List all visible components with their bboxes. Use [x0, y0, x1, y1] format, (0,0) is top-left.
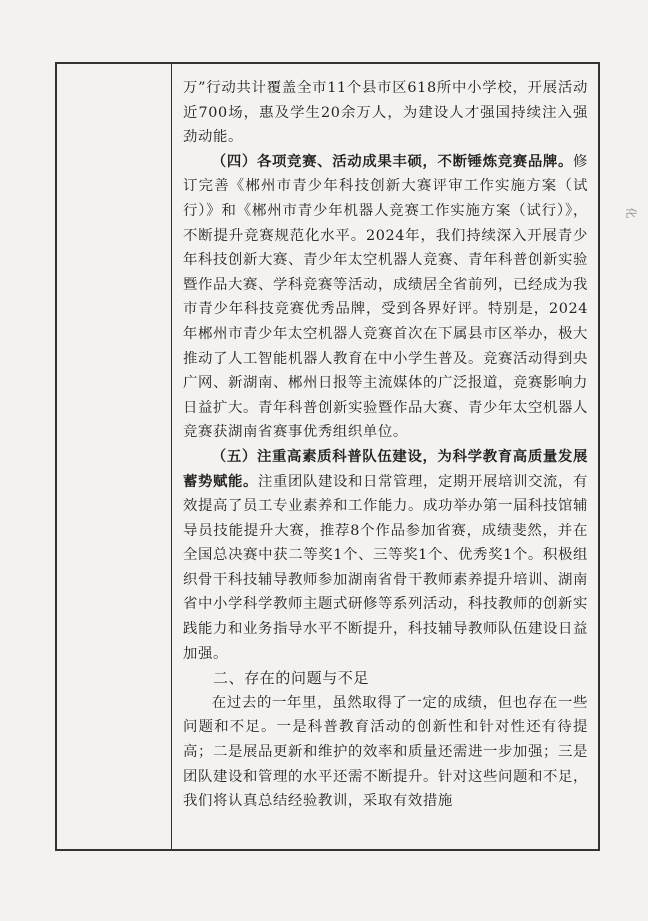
paragraph-text: 注重团队建设和日常管理，定期开展培训交流，有效提高了员工专业素养和工作能力。成功举办第一届科技馆辅导员技能提升大赛，推荐8个作品参加省赛，成绩斐然，并在全国总决赛中获二等奖1个、三等奖1个、优秀奖1个。积极组织骨干科技辅导教师参加湖南省骨干教师素养提升培训、湖南省中小学科学教师主题式研修等系列活动，科技教师的创新实践能力和业务指导水平不断提升，科技辅导教师队伍建设日益加强。 — [183, 473, 588, 662]
section-heading: 二、存在的问题与不足 — [213, 669, 370, 688]
paragraph-competitions — [183, 150, 588, 445]
paragraph-lead: （五）注重高素质科普队伍建设，为科学教育高质量发展蓄势赋能。 — [183, 447, 588, 490]
margin-mark: 化 — [624, 207, 638, 219]
paragraph-text: 修订完善《郴州市青少年科技创新大赛评审工作实施方案（试行）》和《郴州市青少年机器人竞赛工作实施方案（试行）》，不断提升竞赛规范化水平。2024年，我们持续深入开展青少年科技创新大赛、青少年太空机器人竞赛、青年科普创新实验暨作品大赛、学科竞赛等活动，成绩居全省前列，已经成为我市青少年科技竞赛优秀品牌，受到各界好评。特别是，2024年郴州市青少年太空机器人竞赛首次在下属县市区举办，极大推动了人工智能机器人教育在中小学生普及。竞赛活动得到央广网、新湖南、郴州日报等主流媒体的广泛报道，竞赛影响力日益扩大。青年科普创新实验暨作品大赛、青少年太空机器人竞赛获湖南省赛事优秀组织单位。 — [183, 153, 588, 441]
paragraph-text: 万”行动共计覆盖全市11个县市区618所中小学校，开展活动近700场，惠及学生20余万人，为建设人才强国持续注入强劲动能。 — [183, 80, 588, 146]
form-table — [55, 62, 600, 851]
paragraph-problems — [183, 691, 588, 814]
paragraph-team-building — [183, 445, 588, 666]
paragraph-text: 在过去的一年里，虽然取得了一定的成绩，但也存在一些问题和不足。一是科普教育活动的创新性和针对性还有待提高；二是展品更新和维护的效率和质量还需进一步加强；三是团队建设和管理的水平还需不断提升。针对这些问题和不足，我们将认真总结经验教训，采取有效措施 — [183, 694, 588, 810]
paragraph-continuation — [183, 76, 588, 150]
paragraph-lead: （四）各项竞赛、活动成果丰硕，不断锤炼竞赛品牌。 — [211, 152, 573, 170]
table-left-column — [57, 64, 172, 849]
table-content-cell — [173, 76, 598, 814]
